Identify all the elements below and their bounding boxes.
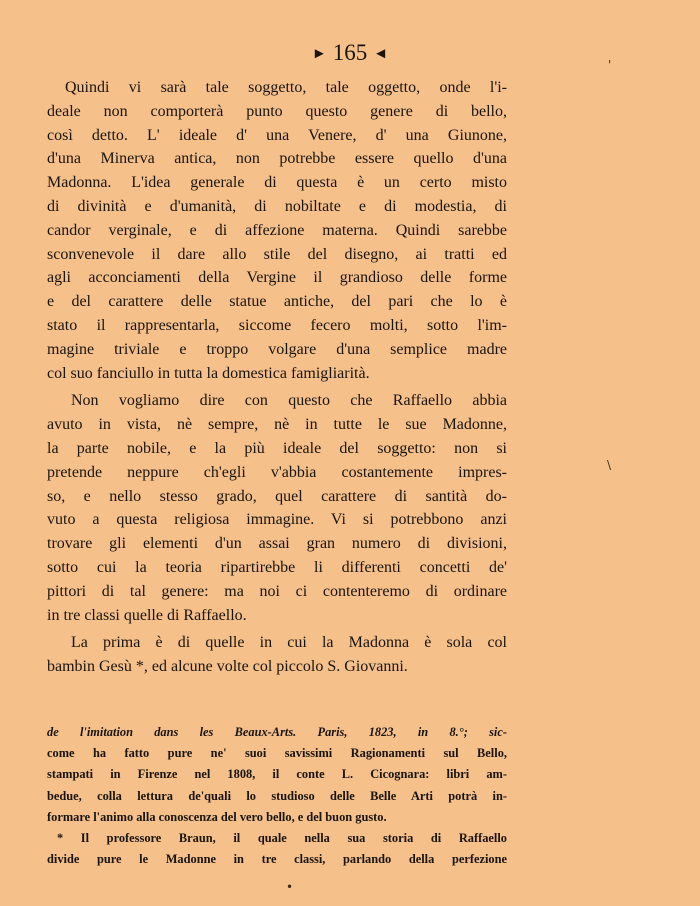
stray-mark-top: '	[608, 58, 612, 72]
main-text	[47, 76, 507, 679]
text-line: Non vogliamo dire con questo che Raffaello abbia	[71, 392, 507, 410]
footnote-divider	[47, 704, 157, 705]
footnote-line: formare l'animo alla conoscenza del vero bello, e del buon gusto.	[47, 809, 387, 824]
footnote-line: bedue, colla lettura de'quali lo studioso delle Belle Arti potrà in-	[47, 788, 507, 803]
paragraph-3	[47, 631, 507, 679]
footnote-line: divide pure le Madonne in tre classi, parlando della perfezione	[47, 852, 507, 867]
text-line: la parte nobile, e la più ideale del soggetto: non si	[47, 439, 507, 457]
text-line: e del carattere delle statue antiche, del pari che lo è	[47, 293, 507, 311]
stray-mark-right: \	[607, 458, 612, 472]
text-line: agli acconciamenti della Vergine il grandioso delle forme	[47, 269, 507, 287]
ornament-left-icon: ►	[311, 46, 327, 62]
text-line: in tre classi quelle di Raffaello.	[47, 606, 247, 624]
text-line: La prima è di quelle in cui la Madonna è sola col	[71, 634, 507, 652]
text-line: trovare gli elementi d'un assai gran numero di divisioni,	[47, 535, 507, 553]
text-line: pittori di tal genere: ma noi ci contenteremo di ordinare	[47, 582, 507, 600]
text-line: avuto in vista, nè sempre, nè in tutte le sue Madonne,	[47, 416, 507, 434]
text-line: candor verginale, e di affezione materna. Quindi sarebbe	[47, 221, 507, 239]
text-line: bambin Gesù *, ed alcune volte col piccolo S. Giovanni.	[47, 658, 408, 676]
ornament-right-icon: ◄	[373, 46, 389, 62]
text-line: deale non comporterà punto questo genere di bello,	[47, 102, 507, 120]
paragraph-2	[47, 389, 507, 627]
text-line: sconvenevole il dare allo stile del disegno, ai tratti ed	[47, 245, 507, 263]
footnote-line: de l'imitation dans les Beaux-Arts. Paris, 1823, in 8.°; sic-	[47, 725, 507, 739]
footnote-line: come ha fatto pure ne' suoi savissimi Ragionamenti sul Bello,	[47, 746, 507, 761]
text-line: magine triviale e troppo volgare d'una semplice madre	[47, 340, 507, 358]
page-number: 165	[332, 40, 368, 65]
stray-dot-bottom: •	[286, 880, 294, 894]
page-header	[0, 40, 700, 69]
text-line: d'una Minerva antica, non potrebbe essere quello d'una	[47, 150, 507, 168]
text-line: Madonna. L'idea generale di questa è un certo misto	[47, 174, 507, 192]
footnote-line: * Il professore Braun, il quale nella sua storia di Raffaello	[57, 831, 507, 846]
footnotes	[47, 722, 507, 870]
footnote-line: stampati in Firenze nel 1808, il conte L. Cicognara: libri am-	[47, 767, 507, 782]
text-line: sotto cui la teoria ripartirebbe li differenti concetti de'	[47, 558, 507, 576]
text-line: vuto a questa religiosa immagine. Vi si potrebbono anzi	[47, 511, 507, 529]
text-line: pretende neppure ch'egli v'abbia costantemente impres-	[47, 463, 507, 481]
text-line: so, e nello stesso grado, quel carattere di santità do-	[47, 487, 507, 505]
paragraph-1	[47, 76, 507, 385]
text-line: stato il rappresentarla, siccome fecero molti, sotto l'im-	[47, 316, 507, 334]
text-line: così detto. L' ideale d' una Venere, d' una Giunone,	[47, 126, 507, 144]
text-line: di divinità e d'umanità, di nobiltate e di modestia, di	[47, 197, 507, 215]
text-line: Quindi vi sarà tale soggetto, tale oggetto, onde l'i-	[65, 79, 507, 96]
text-line: col suo fanciullo in tutta la domestica famigliarità.	[47, 364, 370, 382]
